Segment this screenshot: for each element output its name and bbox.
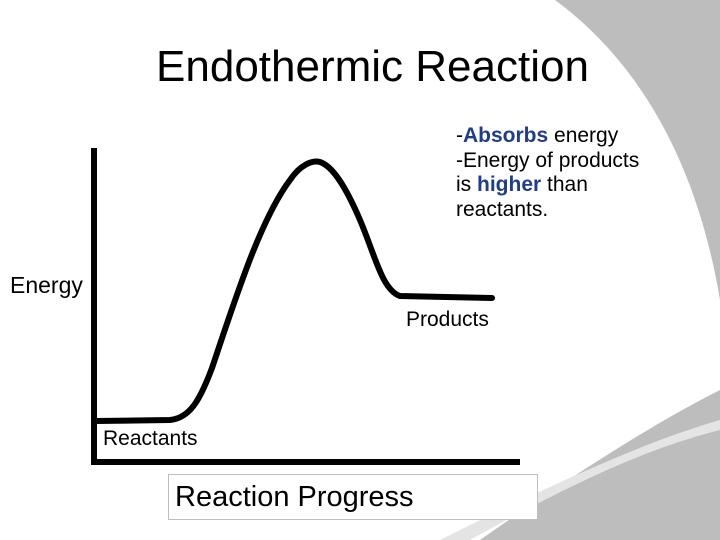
notes-line-4: reactants.: [456, 197, 549, 221]
notes-line-2: -Energy of products: [456, 148, 640, 172]
x-axis-label: Reaction Progress: [175, 481, 414, 513]
energy-curve: [96, 162, 492, 421]
slide-title: Endothermic Reaction: [156, 42, 589, 91]
reactants-label: Reactants: [103, 427, 198, 450]
products-label: Products: [406, 308, 489, 331]
x-axis-label-box: [168, 474, 538, 520]
notes-line-3-prefix: is: [456, 173, 477, 196]
notes-line-3-suffix: than: [541, 173, 588, 196]
notes-emphasis-absorbs: Absorbs: [463, 124, 549, 147]
notes-line-1-suffix: energy: [548, 124, 619, 147]
notes-emphasis-higher: higher: [477, 173, 542, 196]
notes-line-1-prefix: -: [456, 124, 463, 147]
y-axis-label: Energy: [10, 272, 83, 298]
